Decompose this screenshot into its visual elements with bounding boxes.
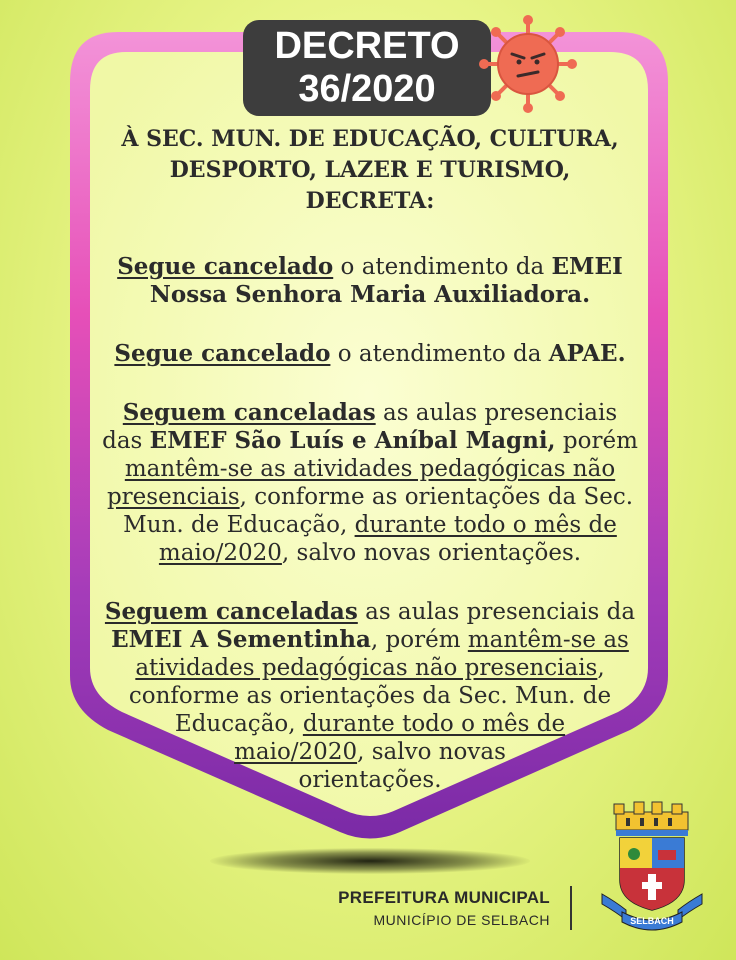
heading-line1: À SEC. MUN. DE EDUCAÇÃO, CULTURA, bbox=[121, 126, 619, 152]
crest-label: SELBACH bbox=[630, 916, 674, 926]
decree-heading bbox=[96, 124, 644, 217]
decree-title-box bbox=[243, 20, 491, 116]
paragraph-emei-sementinha: Seguem canceladas as aulas presenciais da EMEI A Sementinha, porém mantêm-se as atividades pedagógicas não presenciais, conforme as orientações da Sec. Mun. de Educação, durante todo o mês de maio/2020, salvo novas orientações. bbox=[104, 598, 636, 793]
paragraph-emef: Seguem canceladas as aulas presenciais das EMEF São Luís e Aníbal Magni, porém mantêm-se as atividades pedagógicas não presenciais, conforme as orientações da Sec. Mun. de Educação, durante todo o mês de maio/2020, salvo novas orientações. bbox=[102, 399, 638, 566]
footer-divider bbox=[570, 886, 572, 930]
heading-line2: DESPORTO, LAZER E TURISMO, bbox=[169, 157, 571, 183]
shield-shadow bbox=[210, 848, 530, 874]
paragraph-emei-nossa-senhora: Segue cancelado o atendimento da EMEI Nossa Senhora Maria Auxiliadora. bbox=[117, 253, 623, 308]
footer-municipio: MUNICÍPIO DE SELBACH bbox=[373, 912, 550, 928]
footer-prefeitura: PREFEITURA MUNICIPAL bbox=[338, 888, 550, 907]
heading-line3: DECRETA: bbox=[305, 188, 435, 214]
municipal-crest-icon bbox=[596, 798, 708, 932]
decree-content bbox=[96, 124, 644, 794]
footer bbox=[338, 888, 550, 928]
paragraph-apae: Segue cancelado o atendimento da APAE. bbox=[114, 340, 626, 367]
coronavirus-icon bbox=[478, 14, 578, 114]
decree-title-line2: 36/2020 bbox=[298, 68, 436, 110]
decree-title-line1: DECRETO bbox=[274, 25, 460, 67]
